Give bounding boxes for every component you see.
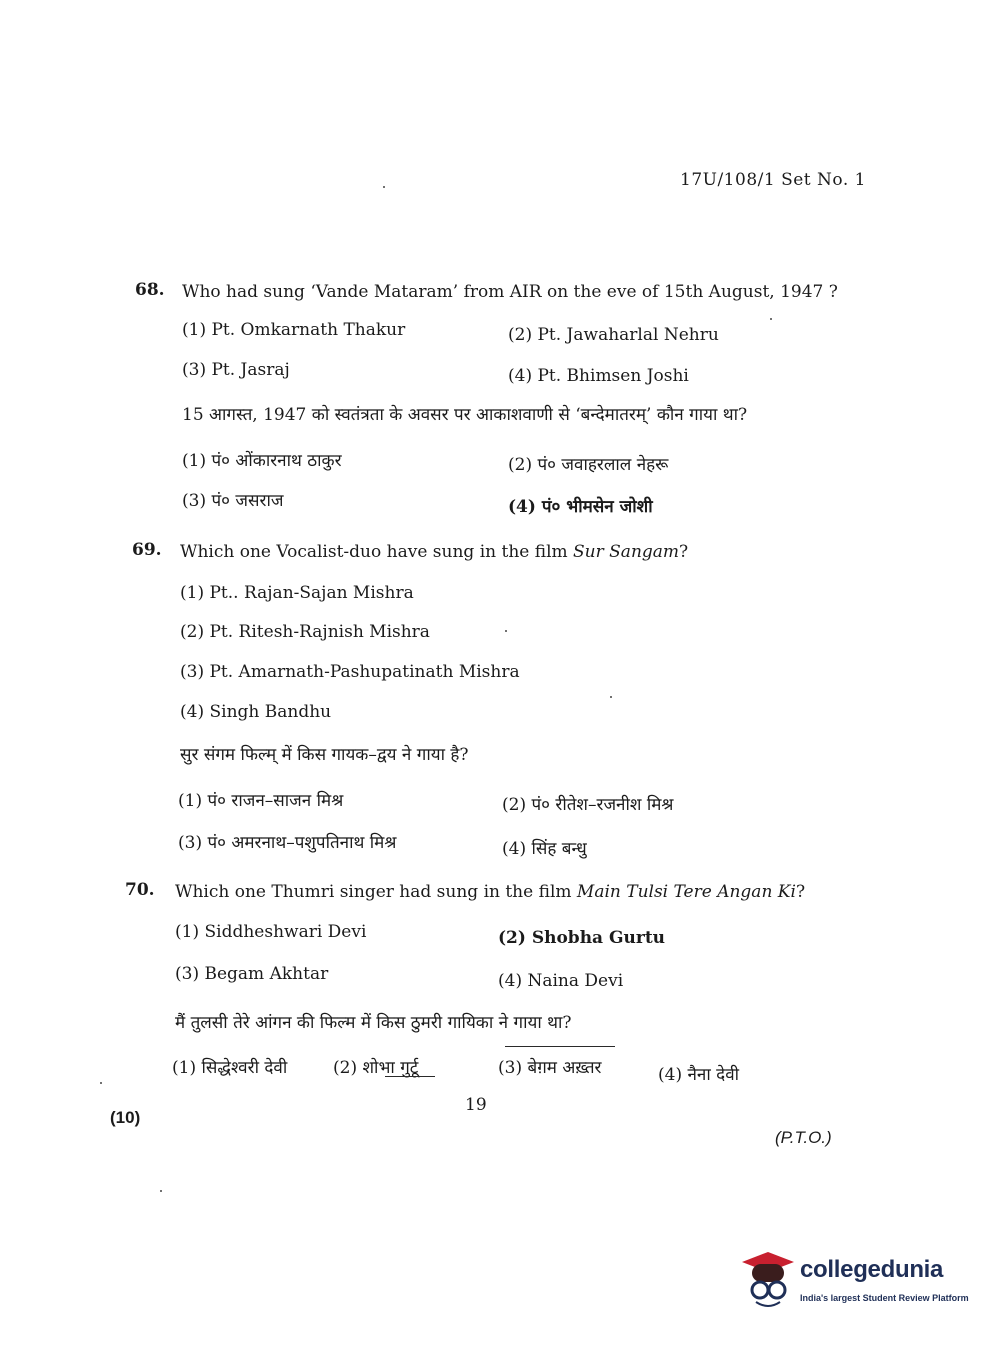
q70-option-4-hi: (4) नैना देवी bbox=[658, 1065, 740, 1085]
question-70-mark: ? bbox=[795, 882, 806, 902]
question-69-text-hi: सुर संगम फिल्म् में किस गायक–द्वय ने गाया है? bbox=[180, 745, 469, 765]
question-69-text-en bbox=[180, 542, 688, 562]
question-68-text-en: Who had sung ‘Vande Mataram’ from AIR on the eve of 15th August, 1947 ? bbox=[182, 282, 838, 302]
q70-option-2-en: (2) Shobha Gurtu bbox=[498, 928, 666, 948]
question-68-number: 68. bbox=[135, 280, 165, 300]
q69-option-2-hi: (2) पं० रीतेश–रजनीश मिश्र bbox=[502, 795, 674, 815]
q70-option-1-hi: (1) सिद्धेश्वरी देवी bbox=[172, 1058, 288, 1078]
q70-option-4-en: (4) Naina Devi bbox=[498, 971, 624, 991]
q69-option-3-hi: (3) पं० अमरनाथ–पशुपतिनाथ मिश्र bbox=[178, 833, 397, 853]
q69-option-4-hi: (4) सिंह बन्धु bbox=[502, 839, 587, 859]
q68-option-2-en: (2) Pt. Jawaharlal Nehru bbox=[508, 325, 719, 345]
logo-name: collegedunia bbox=[800, 1256, 944, 1283]
q69-option-2-en: (2) Pt. Ritesh-Rajnish Mishra bbox=[180, 622, 430, 642]
q68-option-3-en: (3) Pt. Jasraj bbox=[182, 360, 290, 380]
q69-option-3-en: (3) Pt. Amarnath-Pashupatinath Mishra bbox=[180, 662, 520, 682]
q70-option-2-hi: (2) शोभा गुर्टू bbox=[333, 1058, 419, 1078]
scan-speck bbox=[610, 696, 612, 698]
page-number: 19 bbox=[465, 1095, 487, 1115]
q68-option-1-hi: (1) पं० ओंकारनाथ ठाकुर bbox=[182, 451, 342, 471]
q68-option-2-hi: (2) पं० जवाहरलाल नेहरू bbox=[508, 455, 669, 475]
scan-speck bbox=[770, 318, 772, 320]
collegedunia-logo bbox=[740, 1248, 970, 1318]
set-number: 17U/108/1 Set No. 1 bbox=[680, 170, 866, 190]
question-70-stem: Which one Thumri singer had sung in the film bbox=[175, 882, 572, 902]
q68-option-4-en: (4) Pt. Bhimsen Joshi bbox=[508, 366, 689, 386]
mascot-icon bbox=[740, 1250, 796, 1310]
question-70-text-en bbox=[175, 882, 805, 902]
q69-option-1-en: (1) Pt.. Rajan-Sajan Mishra bbox=[180, 583, 414, 603]
pen-mark bbox=[505, 1046, 615, 1047]
scan-speck bbox=[160, 1190, 162, 1192]
question-69-mark: ? bbox=[679, 542, 689, 562]
question-68-text-hi: 15 आगस्त, 1947 को स्वतंत्रता के अवसर पर आकाशवाणी से ‘बन्देमातरम्’ कौन गाया था? bbox=[182, 405, 748, 425]
question-70-text-hi: मैं तुलसी तेरे आंगन की फिल्म में किस ठुमरी गायिका ने गाया था? bbox=[175, 1013, 572, 1033]
q70-option-1-en: (1) Siddheshwari Devi bbox=[175, 922, 367, 942]
scan-speck bbox=[383, 186, 385, 188]
q69-option-4-en: (4) Singh Bandhu bbox=[180, 702, 332, 722]
q69-option-1-hi: (1) पं० राजन–साजन मिश्र bbox=[178, 791, 344, 811]
q68-option-1-en: (1) Pt. Omkarnath Thakur bbox=[182, 320, 406, 340]
scan-speck bbox=[505, 630, 507, 632]
handwritten-underline bbox=[385, 1076, 435, 1077]
question-70-film-title: Main Tulsi Tere Angan Ki bbox=[576, 882, 796, 902]
question-69-stem: Which one Vocalist-duo have sung in the film bbox=[180, 542, 568, 562]
q70-option-3-en: (3) Begam Akhtar bbox=[175, 964, 329, 984]
q68-option-3-hi: (3) पं० जसराज bbox=[182, 491, 284, 511]
scan-speck bbox=[100, 1082, 102, 1084]
pto-mark: (P.T.O.) bbox=[775, 1128, 832, 1147]
booklet-code: (10) bbox=[110, 1108, 141, 1127]
question-69-film-title: Sur Sangam bbox=[573, 542, 680, 562]
logo-tagline: India's largest Student Review Platform bbox=[800, 1293, 969, 1303]
q70-option-3-hi: (3) बेग़म अख़्तर bbox=[498, 1058, 602, 1078]
question-69-number: 69. bbox=[132, 540, 162, 560]
q68-option-4-hi: (4) पं० भीमसेन जोशी bbox=[508, 497, 653, 517]
question-70-number: 70. bbox=[125, 880, 155, 900]
